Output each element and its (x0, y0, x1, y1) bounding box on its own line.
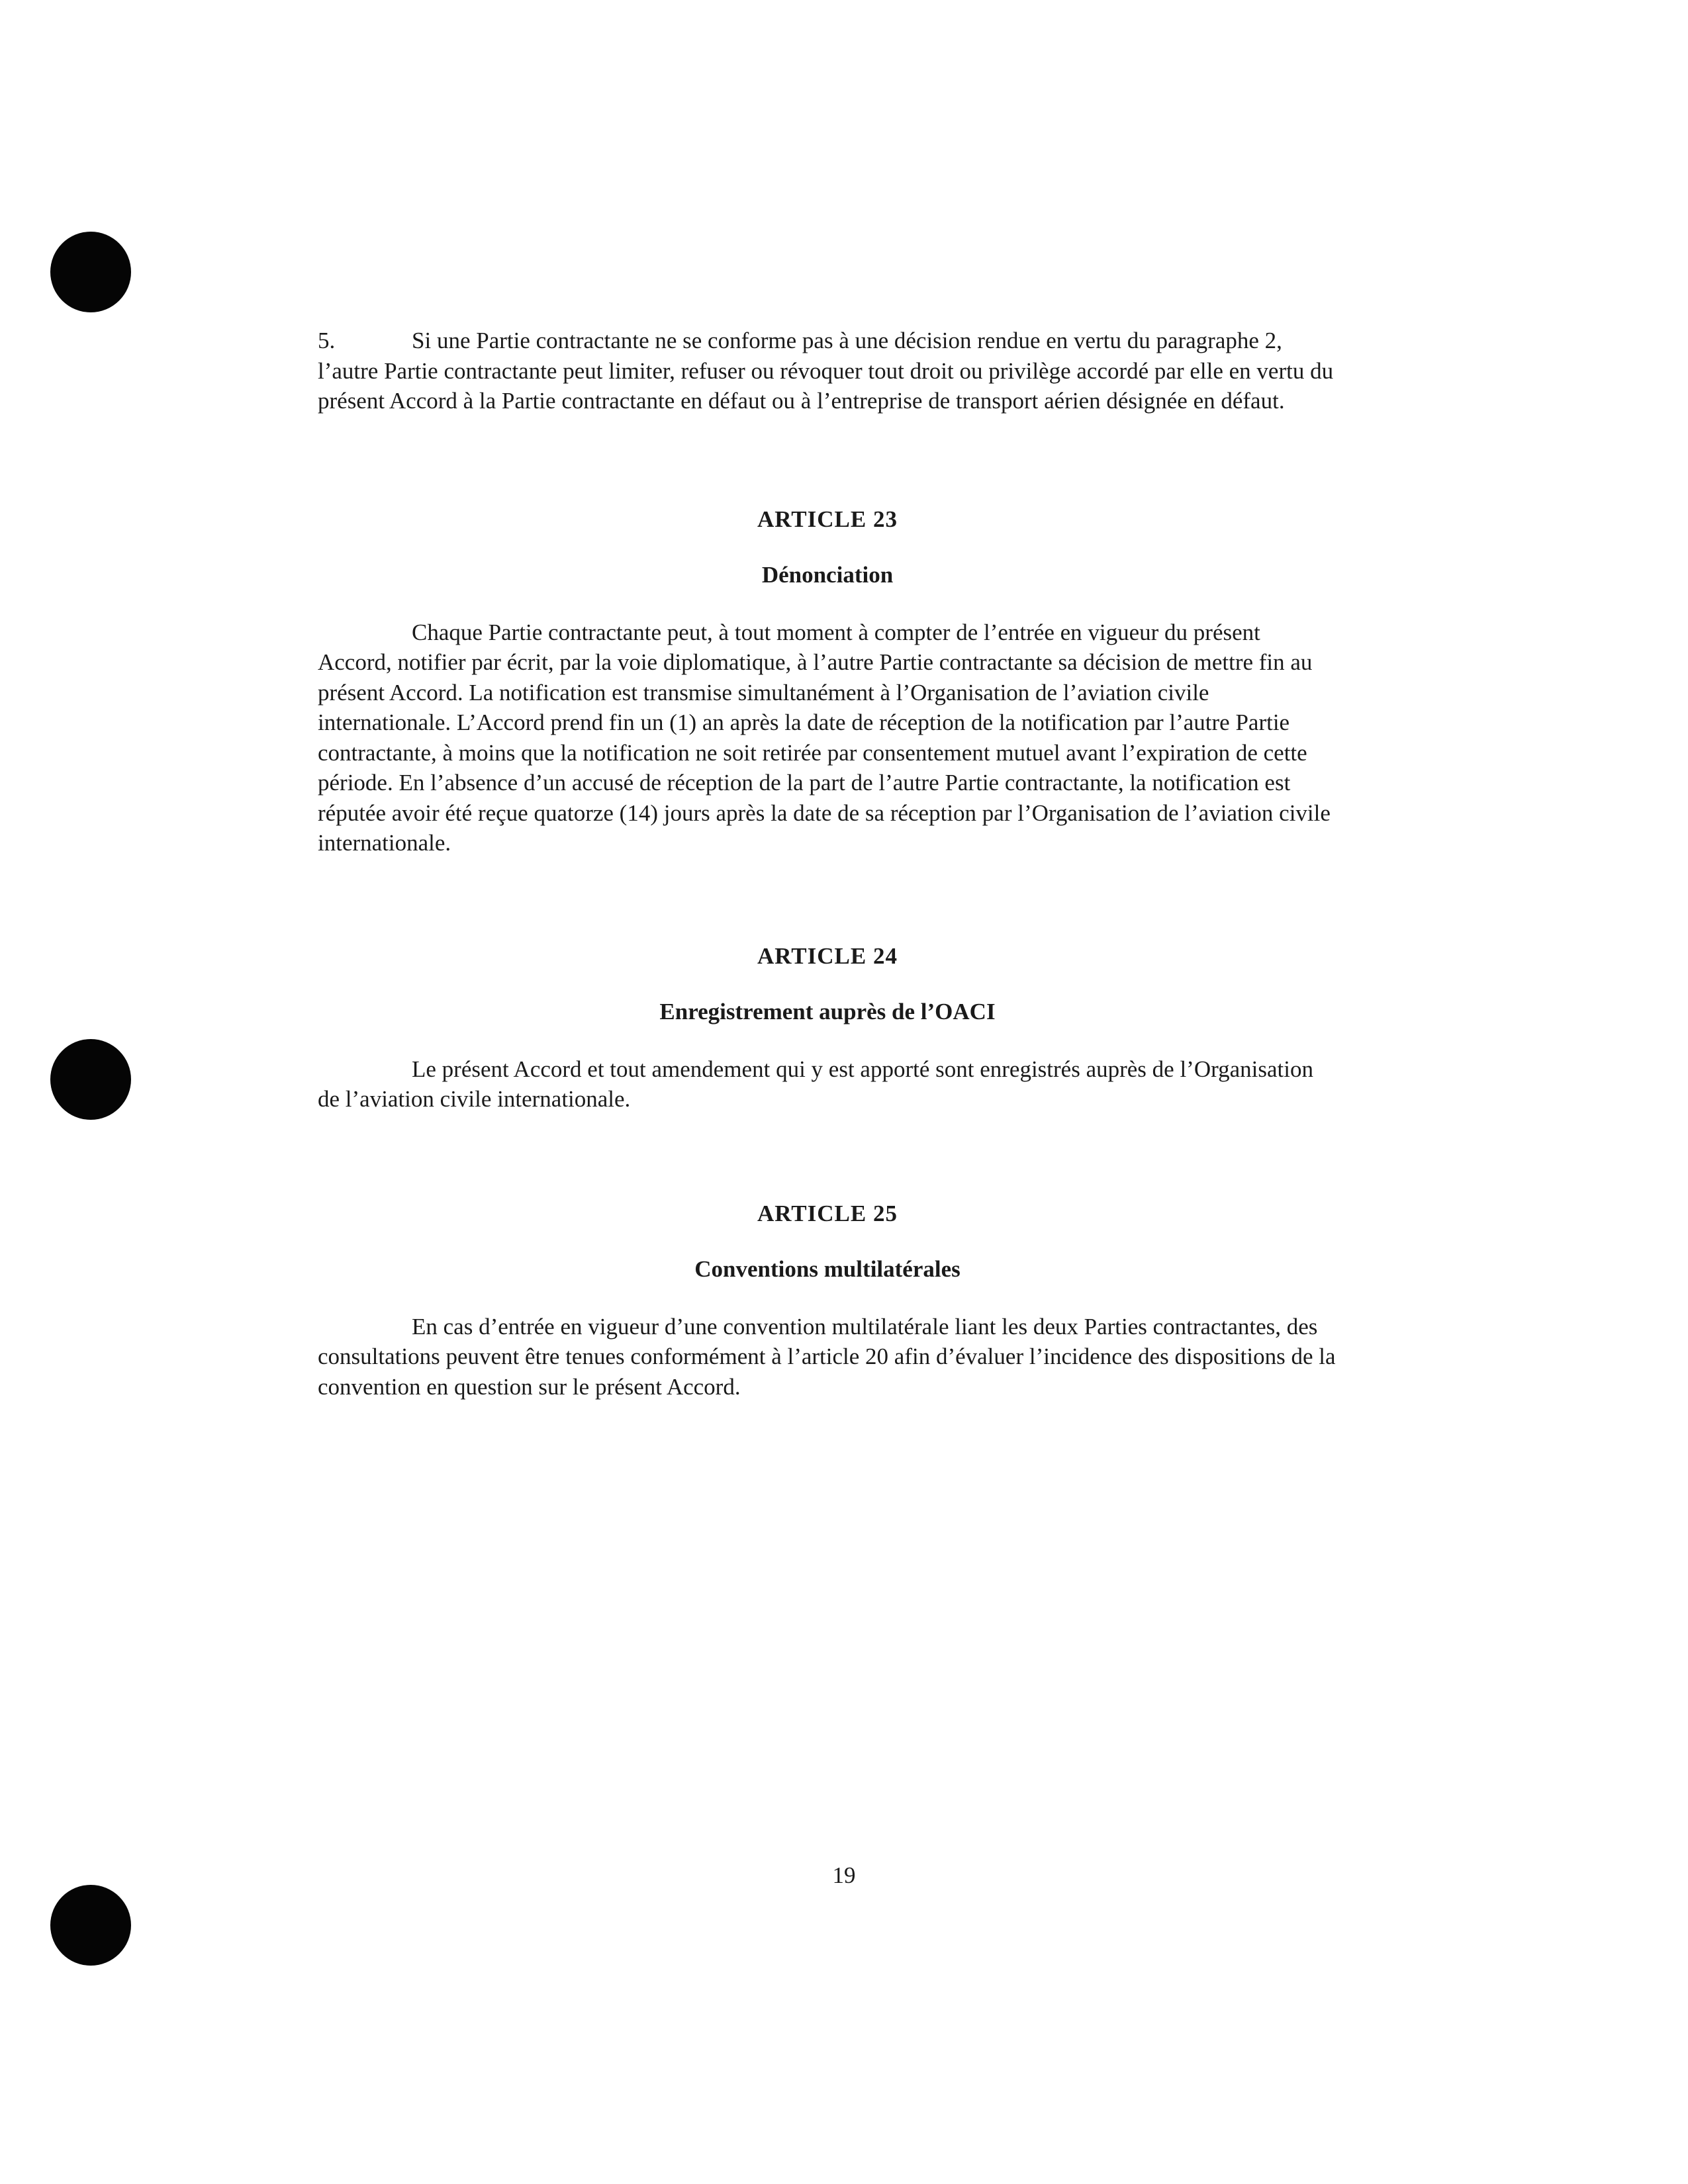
binder-hole-bottom (50, 1885, 131, 1966)
article-heading: ARTICLE 24 (757, 942, 898, 969)
article-23 (318, 506, 1337, 858)
paragraph-number: 5. (318, 328, 336, 353)
binder-hole-top (50, 232, 131, 312)
paragraph-5-text: Si une Partie contractante ne se conforme pas à une décision rendue en vertu du paragraphe 2, l’autre Partie contractante peut limiter, refuser ou révoquer tout droit ou privilège accordé par elle en vertu du présent Accord à la Partie contractante en défaut ou à l’entreprise de transport aérien désignée en défaut. (318, 328, 1334, 414)
article-24 (318, 943, 1337, 1115)
article-body: Chaque Partie contractante peut, à tout moment à compter de l’entrée en vigueur du présent Accord, notifier par écrit, par la voie diplomatique, à l’autre Partie contractante sa décision de mettre fin au présent Accord. La notification est transmise simultanément à l’Organisation de l’aviation civile internationale. L’Accord prend fin un (1) an après la date de réception de la notification par l’autre Partie contractante, à moins que la notification ne soit retirée par consentement mutuel avant l’expiration de cette période. En l’absence d’un accusé de réception de la part de l’autre Partie contractante, la notification est réputée avoir été reçue quatorze (14) jours après la date de sa réception par l’Organisation de l’aviation civile internationale. (318, 619, 1331, 856)
page-number: 19 (832, 1862, 856, 1888)
document-body (318, 326, 1337, 1402)
article-25 (318, 1201, 1337, 1402)
binder-hole-middle (50, 1039, 131, 1120)
article-heading: ARTICLE 23 (757, 506, 898, 532)
article-body: En cas d’entrée en vigueur d’une convention multilatérale liant les deux Parties contractantes, des consultations peuvent être tenues conformément à l’article 20 afin d’évaluer l’incidence des dispositions de la convention en question sur le présent Accord. (318, 1313, 1336, 1400)
article-title: Conventions multilatérales (694, 1255, 961, 1282)
article-body: Le présent Accord et tout amendement qui y est apporté sont enregistrés auprès de l’Organisation de l’aviation civile internationale. (318, 1056, 1313, 1112)
paragraph-5 (318, 326, 1337, 416)
article-title: Dénonciation (761, 561, 894, 588)
article-heading: ARTICLE 25 (757, 1200, 898, 1226)
article-title: Enregistrement auprès de l’OACI (659, 998, 996, 1024)
